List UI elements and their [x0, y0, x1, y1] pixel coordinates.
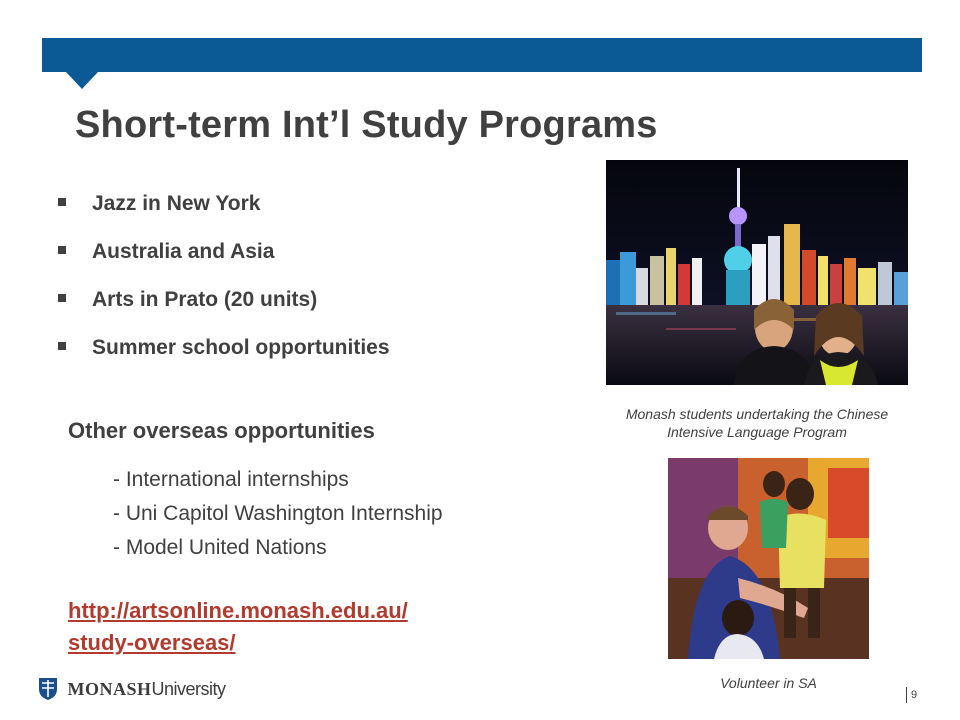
- bullet-text: Australia and Asia: [92, 240, 275, 263]
- city-skyline-photo: [606, 160, 908, 385]
- caption-line-1: Monash students undertaking the Chinese: [625, 406, 889, 422]
- bullet-text: Jazz in New York: [92, 192, 261, 215]
- slide-title: Short-term Int’l Study Programs: [75, 104, 658, 146]
- list-item: - Model United Nations: [113, 536, 327, 559]
- bullet-item: [58, 187, 390, 235]
- link-text-line-1[interactable]: http://artsonline.monash.edu.au/: [68, 598, 408, 623]
- bullet-text: Arts in Prato (20 units): [92, 288, 318, 311]
- square-bullet-icon: [58, 342, 66, 350]
- caption-line-2: Intensive Language Program: [667, 424, 847, 440]
- page-number: 9: [906, 687, 917, 703]
- square-bullet-icon: [58, 294, 66, 302]
- other-opportunities-list: [113, 463, 443, 565]
- logo-text-university: University: [151, 678, 226, 699]
- volunteer-photo-caption: Volunteer in SA: [720, 675, 817, 691]
- bullet-item: [58, 235, 390, 283]
- bullet-item: [58, 331, 390, 379]
- monash-university-logo: [38, 677, 225, 703]
- list-item: - International internships: [113, 468, 349, 491]
- link-text-line-2[interactable]: study-overseas/: [68, 630, 236, 655]
- logo-text-monash: MONASH: [67, 678, 152, 699]
- header-accent-notch: [66, 72, 98, 89]
- volunteer-photo: [668, 458, 869, 659]
- logo-wordmark: [67, 679, 225, 700]
- monash-shield-icon: [38, 677, 58, 701]
- bullet-text: Summer school opportunities: [92, 336, 390, 359]
- bullet-item: [58, 283, 390, 331]
- other-opportunities-heading: Other overseas opportunities: [68, 418, 375, 443]
- square-bullet-icon: [58, 246, 66, 254]
- list-item: - Uni Capitol Washington Internship: [113, 502, 443, 525]
- program-bullet-list: [58, 187, 390, 379]
- city-skyline-illustration: [606, 160, 908, 385]
- header-accent-bar: [42, 38, 922, 72]
- study-overseas-link[interactable]: [68, 595, 508, 659]
- volunteer-illustration: [668, 458, 869, 659]
- square-bullet-icon: [58, 198, 66, 206]
- city-photo-caption: [596, 405, 918, 441]
